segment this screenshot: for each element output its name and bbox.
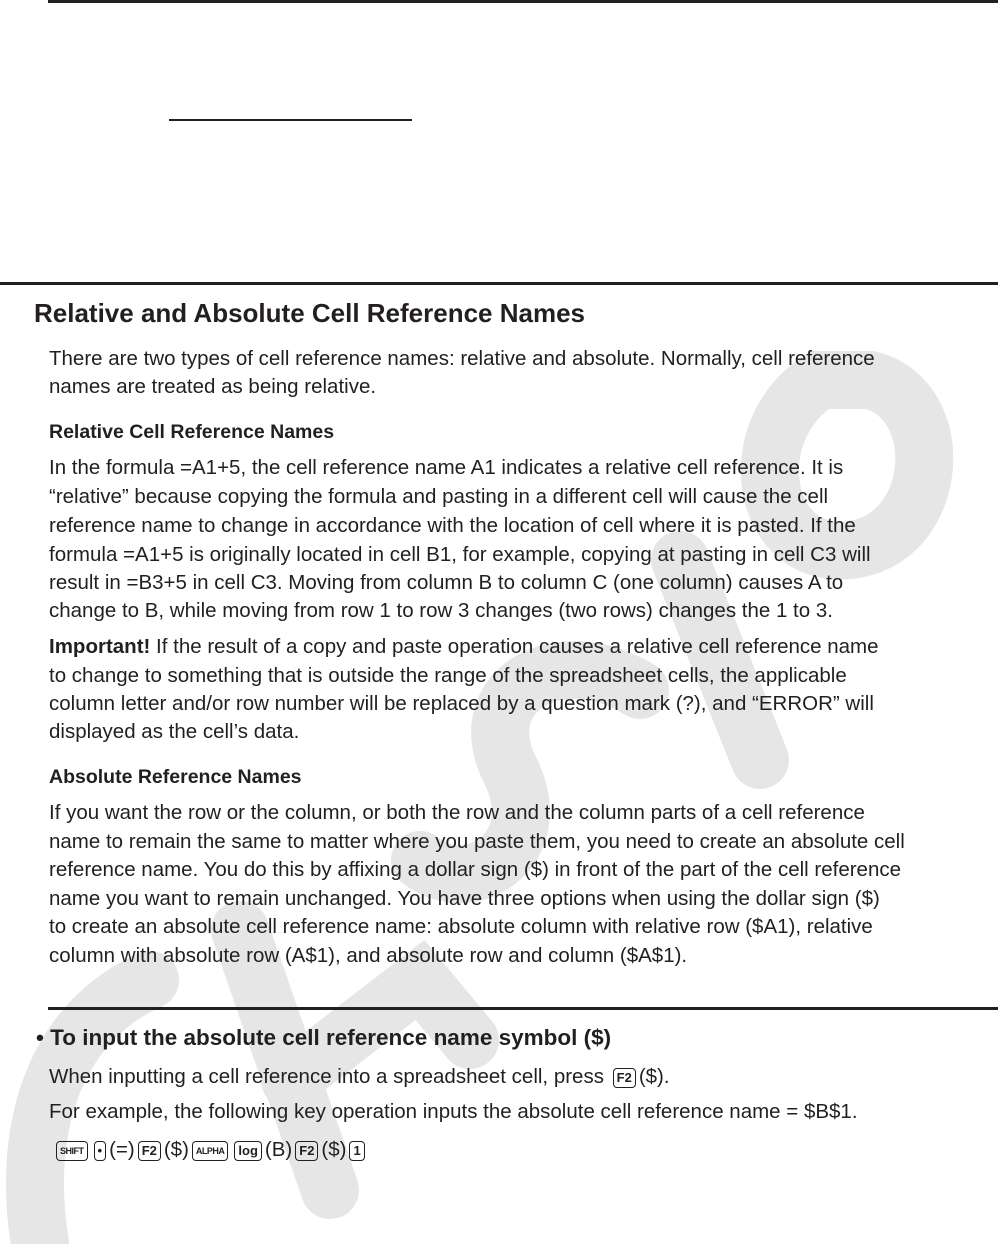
key-1: 1 [349,1141,364,1161]
absolute-line: name to remain the same to matter where you paste them, you need to create an absolute cell [49,830,905,853]
relative-line: In the formula =A1+5, the cell reference name A1 indicates a relative cell reference. It is [49,456,844,479]
relative-line: result in =B3+5 in cell C3. Moving from column B to column C (one column) causes A to [49,571,844,594]
absolute-line: reference name. You do this by affixing a dollar sign ($) in front of the part of the cell reference [49,858,902,881]
relative-line: reference name to change in accordance with the location of cell where it is pasted. If the [49,514,856,537]
key-f2: F2 [295,1141,318,1161]
important-line: column letter and/or row number will be replaced by a question mark (?), and “ERROR” will [49,692,874,715]
relative-line: change to B, while moving from row 1 to row 3 changes (two rows) changes the 1 to 3. [49,599,833,622]
procedure-text: ($). [638,1065,670,1088]
top-rule [48,0,998,3]
procedure-rule [48,1007,998,1010]
important-note [49,635,879,659]
important-label: Important! [49,635,151,658]
procedure-heading-text: To input the absolute cell reference name symbol ($) [50,1025,612,1050]
procedure-text: When inputting a cell reference into a spreadsheet cell, press [49,1065,610,1088]
key-alpha: ALPHA [192,1141,229,1161]
intro-line: names are treated as being relative. [49,375,377,398]
section-rule [0,282,998,285]
absolute-heading: Absolute Reference Names [49,766,302,788]
procedure-heading [36,1025,611,1051]
absolute-line: If you want the row or the column, or both the row and the column parts of a cell reference [49,801,865,824]
key-sequence [53,1138,368,1162]
important-line: displayed as the cell’s data. [49,720,300,743]
key-function-label: ($) [163,1138,189,1161]
absolute-line: name you want to remain unchanged. You have three options when using the dollar sign ($) [49,887,880,910]
relative-heading: Relative Cell Reference Names [49,421,335,443]
important-text: If the result of a copy and paste operation causes a relative cell reference name [150,635,879,658]
key-function-label: (=) [109,1138,135,1161]
intro-line: There are two types of cell reference names: relative and absolute. Normally, cell reference [49,347,875,370]
key-function-label: (B) [264,1138,293,1161]
procedure-line: For example, the following key operation inputs the absolute cell reference name = $B$1. [49,1100,858,1123]
absolute-line: column with absolute row (A$1), and absolute row and column ($A$1). [49,944,688,967]
section-title: Relative and Absolute Cell Reference Names [34,298,586,328]
f2-key: F2 [613,1068,636,1088]
key-f2: F2 [138,1141,161,1161]
key-dot: • [94,1141,107,1161]
important-line: to change to something that is outside the range of the spreadsheet cells, the applicable [49,664,847,687]
key-log: log [234,1141,262,1161]
key-shift: SHIFT [56,1141,88,1161]
relative-line: “relative” because copying the formula and pasting in a different cell will cause the cell [49,485,829,508]
procedure-line [49,1065,670,1089]
relative-line: formula =A1+5 is originally located in cell B1, for example, copying at pasting in cell C3 will [49,543,871,566]
short-rule [169,119,412,121]
bullet: • [36,1025,44,1050]
key-function-label: ($) [321,1138,347,1161]
absolute-line: to create an absolute cell reference name: absolute column with relative row ($A1), relative [49,915,873,938]
